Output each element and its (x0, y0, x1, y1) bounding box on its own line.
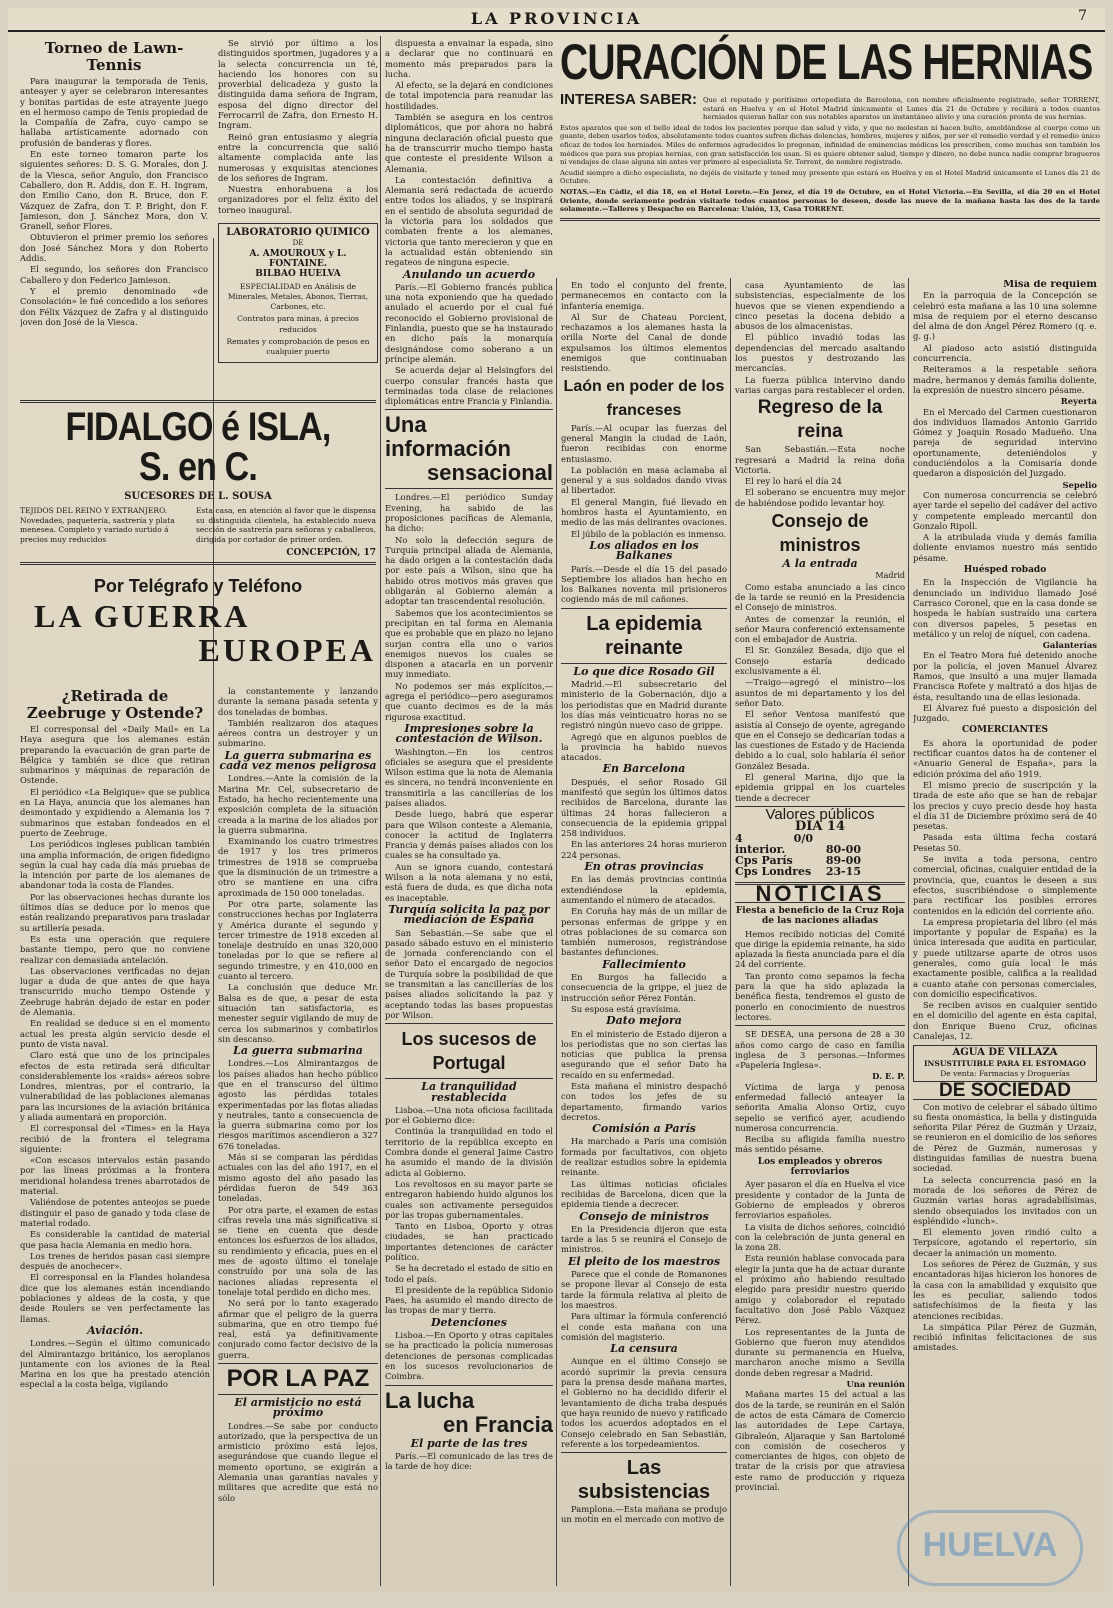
paragraph: San Sebastián.—Esta noche regresará a Madrid la reina doña Victoria. (735, 444, 905, 475)
headline: La epidemia reinante (586, 612, 702, 659)
paragraph: Aun se ignora cuando, contestará Wilson a la nota alemana y no está, está fuera de duda, es que dicha nota es inaceptable. (385, 861, 553, 903)
paragraph: Sabemos que los acontecimientos se precipitan en tal forma en Alemania que es probable que en plazo no lejano surjan contra ella uno o varios enemigos nuevos los cuales se disponen a atacarla en un porvenir muy inmediato. (385, 607, 553, 680)
paragraph: Esta mañana el ministro despachó con todos los jefes de su departamento, firmando varios decretos. (561, 1081, 727, 1122)
paragraph: Por las observaciones hechas durante los últimos días se deduce por lo menos que están realizando preparativos para trasladar su artillería pesada. (20, 891, 210, 933)
paragraph: SE DESEA, una persona de 28 a 30 años como cargo de caso en familia inglesa de 3 personas.—Informes «Papelería Inglesa». (735, 1029, 905, 1071)
valor-value: 80-00 (825, 842, 861, 856)
paragraph: Washington.—En los centros oficiales se asegura que el presidente Wilson estima que la nota de Alemania es sincera, no tendrá inconveniente en transmitirla a las cancillerías de los países aliados. (385, 746, 553, 808)
paragraph: El Álvarez fué puesto a disposición del Juzgado. (913, 702, 1097, 724)
paragraph: la constantemente y lanzando durante la semana pasada setenta y dos toneladas de bombas. (218, 686, 378, 717)
paragraph: Reiteramos a la respetable señora madre, hermanos y demás familia doliente, la expresión de nuestro sincero pésame. (913, 364, 1097, 395)
subheadline: COMERCIANTES (962, 725, 1048, 736)
lab-de: DE (292, 239, 304, 248)
paragraph: En el Mercado del Carmen cuestionaron dos individuos llamados Antonio Garrido Gómez y Joaquín Rosado Madueño. Una pareja de seguridad intervino oportunamente, deteniéndolos y conduciéndolos a la Comisaría donde quedaron a disposición del Juzgado. (913, 406, 1097, 479)
paragraph: París.—El comunicado de las tres de la tarde de hoy dice: (385, 1450, 553, 1472)
paragraph: La contestación definitiva a Alemania será redactada de acuerdo entre todos los aliados, y se inspirará en el sentido de absoluta seguridad de la victoria para los soldados que combaten frente a los alemanes, victoria que tanto merecieron y que en la actualidad están obteniendo sin regateos de ninguna especie. (385, 174, 553, 268)
headline: Valores públicos (765, 805, 875, 823)
paragraph: Aunque en el último Consejo se acordó suprimir la previa censura para la prensa desde mañana martes, el Gobierno no ha decidido diferir el levantamiento de dicha traba después que haya reunido de nuevo y ratificado todos los acuerdos adoptados en el Consejo celebrado en San Sebastián, referente a los torpedeamientos. (561, 1356, 727, 1449)
agua-advertisement (913, 1045, 1097, 1082)
subheadline: Dato mejora (606, 1014, 682, 1028)
paragraph: Los trenes de heridos pasan casi siempre después de anochecer». (20, 1250, 210, 1272)
paragraph: Ayer pasaron el día en Huelva el vice presidente y contador de la Junta de Gobierno de empleados y obreros ferroviarios españoles. (735, 1179, 905, 1221)
paragraph: El general Mangin, fué llevado en hombros hasta el Ayuntamiento, en medio de las más delirantes ovaciones. (561, 496, 727, 528)
fidalgo-left-text: TEJIDOS DEL REINO Y EXTRANJERO. Novedades, paquetería, sastrería y plata menesea. Completo y variado surtido á precios muy reducidos (20, 506, 175, 544)
newspaper-page (8, 8, 1105, 1592)
headline: NOTICIAS (755, 880, 885, 906)
paragraph: Mañana martes 15 del actual a las dos de la tarde, se reunirán en el Salón de actos de esta Cámara de Comercio las autoridades de Lepe Cartaya, Gibraleón, Aljaraque y San Bartolomé con comisión de cosecheros y comerciantes de higos, con objeto de tratar de la crisis por que atraviesa este ramo de producción y riqueza provincial. (735, 1389, 905, 1492)
paragraph: Por otra parte, el examen de estas cifras revela una más significativa si se tiene en cuenta que desde entonces los esfuerzos de los aliados, su rendimiento y eficacia, pues en el mes de agosto último el tonelaje construído por una sola de las naciones aliadas representa el tonelaje total perdido en dicho mes. (218, 1204, 378, 1297)
headline: Laón en poder de los franceses (563, 377, 725, 419)
lab-line: Remates y comprobación de pesos en cualquier puerto (226, 337, 370, 357)
paragraph: Se sirvió por último a los distinguidos sportmen, jugadores y a la selecta concurrencia un té, haciendo los honores con su proverbial delicadeza y gusto la distinguida dama señora de Ingram, esposa del digno director del Ferrocarril de Zafra, don Ernesto H. Ingram. (218, 38, 378, 131)
fidalgo-advertisement (20, 396, 376, 556)
subheadline: La tranquilidad restablecida (421, 1080, 517, 1104)
paragraph: Parece que el conde de Romanones se propone llevar al Consejo de esta tarde la fórmula relativa al pleito de los maestros. (561, 1269, 727, 1310)
subheadline: El pleito de los maestros (567, 1254, 721, 1268)
paragraph: Los señores de Pérez de Guzmán, y sus encantadoras hijas hicieron los honores de la casa con la amabilidad y exquisito que les es peculiar, saliendo todos satisfechísimos de la fiesta y las atenciones recibidas. (913, 1259, 1097, 1321)
paragraph: El señor Ventosa manifestó que asistía al Consejo de oyente, agregando que en el Consejo se dedicarían todas a las cuestiones de Estado y de Hacienda debido a lo cual, solo hablaría él señor González Besada. (735, 709, 905, 771)
valor-name: 4 0/0 interior. (735, 832, 813, 856)
paragraph: Es esta una operación que requiere bastante tiempo, pero que no conviene realizar con demasiada antelación. (20, 933, 210, 965)
subheadline: Aviación. (87, 1323, 143, 1337)
lab-advertisement (218, 223, 378, 363)
paragraph: No será por lo tanto exagerado afirmar que el peligro de la guerra submarina, que en otro tiempo fué real, está ya definitivamente conjurado como factor decisivo de la guerra. (218, 1298, 378, 1360)
paragraph: En realidad se deduce si en el momento actual les presta algún servicio desde el punto de vista naval. (20, 1018, 210, 1049)
dateline: Madrid (875, 571, 905, 581)
paragraph: La fuerza pública intervino dando varias cargas para restablecer el orden. (735, 374, 905, 395)
paragraph: París.—Desde el día 15 del pasado Septiembre los aliados han hecho en los Balkanes noventa mil prisioneros cogiendo más de mil cañones. (561, 563, 727, 605)
paragraph: Se invita a toda persona, centro comercial, oficinas, cualquier entidad de la provincia, que, cuantos le deseen a sus efectos, suscribiéndose o simplemente para rectificar los posibles errores contenidos en la edición del corriente año. (913, 854, 1097, 916)
paragraph: Madrid.—El subsecretario del ministerio de la Gobernación, dijo a los periodistas que en Madrid durante los días más veinticuatro horas no se registró ningún nuevo caso de grippe. (561, 679, 727, 731)
paragraph: Ha marchado a París una comisión formada por facultativos, con objeto de realizar estudios sobre la epidemia reinante. (561, 1136, 727, 1178)
subheadline: Impresiones sobre la contestación de Wilson. (395, 721, 543, 746)
paragraph: Los revoltosos en su mayor parte se entregaron habiendo huido algunos los cuales son activamente perseguidos por las tropas gubernamentales. (385, 1178, 553, 1220)
ad-text: Acudid siempre a dicho especialista, no dejéis de visitarle y tened muy presente que estará en Huelva y en el Hotel Madrid únicamente el Lunes día 21 de Octubre. (560, 168, 1100, 186)
column-rule (380, 36, 381, 1586)
paragraph: Su esposa está gravísima. (571, 1003, 682, 1014)
paragraph: Hemos recibido noticias del Comité que dirige la epidemia reinante, ha sido aplazada la fiesta anunciada para el día 24 del corriente. (735, 928, 905, 970)
subheadline: Galanterías (1042, 640, 1097, 651)
paragraph: Claro está que uno de los principales efectos de esta retirada será dificultar considerablemente los «raids» aéreos sobre Londres, mientras, por el contrario, la vulnerabilidad de las poblaciones alemanas para las incursiones de la aviación británica y aliada aumentará en proporción. (20, 1050, 210, 1122)
subheadline: Detenciones (430, 1315, 508, 1329)
lab-line: ESPECIALIDAD en Análisis de Minerales, Metales, Abonos, Tierras, Carbones, etc. (227, 281, 369, 312)
paragraph: Valiéndose de potentes anteojos se puede distinguir el paso de ganado y toda clase de material rodado. (20, 1197, 210, 1228)
subheadline: Sepelio (1062, 479, 1097, 490)
paragraph: El soberano se encuentra muy mejor de habiéndose podido levantar hoy. (735, 487, 905, 508)
valor-value: 89-00 (825, 854, 861, 868)
paragraph: El segundo, los señores don Francisco Caballero y don Federico Jamieson. (20, 264, 208, 285)
article-zeebruge (20, 686, 210, 1588)
column-5 (735, 280, 905, 1588)
paragraph: Se ha decretado el estado de sitio en todo el país. (385, 1263, 553, 1284)
paragraph: En la parroquia de la Concepción se celebró esta mañana a las 10 una solemne misa de requiem por el eterno descanso del alma de don Ángel Pérez Romero (q. e. g. g.) (913, 290, 1097, 342)
subheadline: Reyerta (1060, 396, 1097, 407)
paragraph: Antes de comenzar la reunión, el señor Maura conferenció extensamente con el embajador de Austria. (735, 613, 905, 645)
paragraph: Los representantes de la Junta de Gobierno que fueron muy atendidos durante su permanencia en Huelva, marcharon anoche mismo a Sevilla donde deben regresar a Madrid. (735, 1326, 905, 1378)
paragraph: El público invadió todas las dependencias del mercado asaltando los puestos y destrozando las mercancías. (735, 332, 905, 374)
hernias-advertisement (560, 34, 1100, 274)
subheadline: Misa de requiem (1003, 280, 1097, 290)
paragraph: Para inaugurar la temporada de Tenis, anteayer y ayer se celebraron interesantes y bonitas partidas de este atrayente juego en el hermoso campo de Tenis propiedad de la Compañía de Zafra, cuyo campo se hallaba artísticamente adornado con profusión de banderas y flores. (20, 76, 208, 148)
paragraph: Esta reunión hablase convocada para elegir la junta que ha de actuar durante el próximo año habiendo resultado elegido para presidir nuestro querido amigo y colaborador el reputado facultativo don José Pablo Vázquez Pérez. (735, 1253, 905, 1326)
paragraph: El júbilo de la población es inmenso. (571, 528, 727, 539)
headline: Los sucesos de Portugal (401, 1029, 537, 1074)
valor-value: 23-15 (825, 865, 861, 879)
paragraph: Desde luego, habrá que esperar para que Wilson conteste a Alemania, conocer la actitud de Inglaterra Francia y demás países aliados con los cuales se ha consultado ya. (385, 809, 553, 861)
paragraph: La población en masa aclamaba al general y a sus soldados dando vivas al libertador. (561, 464, 727, 496)
paragraph: Al efecto, se la dejará en condiciones de total impotencia para reanudar las hostilidades. (385, 80, 553, 111)
paragraph: Las observaciones verificadas no dejan lugar a duda de que antes de que haya transcurrido mucho tiempo Ostende y Zeebruge habrán dejado de estar en poder de Alemania. (20, 965, 210, 1018)
archive-stamp: HUELVA (897, 1510, 1083, 1586)
paragraph: Se reciben avisos en cualquier sentido en el domicilio del agente en ésta capital, don Enrique Bueno Cruz, oficinas Canalejas, 12. (913, 1000, 1097, 1042)
paragraph: El presidente de la república Sidonio Paes, ha asumido el mando directo de las tropas de mar y tierra. (385, 1284, 553, 1316)
paragraph: Londres.—Los Almirantazgos de los países aliados han hecho público que en el transcurso del último agosto las pérdidas totales experimentadas por las flotas aliadas y neutrales, tanto a consecuencia de la guerra submarina como por los riesgos marítimos ascendieron a 327 676 toneladas. (218, 1058, 378, 1151)
paragraph: Pamplona.—Esta mañana se produjo un motín en el mercado con motivo de (561, 1504, 727, 1525)
paragraph: Por otra parte, solamente las construcciones hechas por Inglaterra y América durante el segundo y tercer trimestre de 1918 exceden al tonelaje destruído en unas 320,000 toneladas por lo que se refiere al segundo trimestre, y en 410,000 en cuanto al tercero. (218, 898, 378, 982)
paragraph: El corresponsal del «Daily Mail» en La Haya asegura que los alemanes están preparando la evacuación de gran parte de Bélgica y también se dice que retiran submarinos y máquinas de reparación de Ostende. (20, 724, 210, 786)
paragraph: Es ahora la oportunidad de poder rectificar cuantos datos ha de contener el «Anuario General de España», para la edición próxima del año 1919. (913, 737, 1097, 779)
subheadline: Fiesta a beneficio de la Cruz Roja de las naciones aliadas (735, 905, 905, 927)
valores-day: DIA 14 (794, 819, 846, 835)
paragraph: San Sebastián.—Se sabe que el pasado sábado estuvo en el ministerio de jornada conferenciando con el señor Dato el encargado de negocios de Turquía sobre la posibilidad de que se transmitan a las cancillerías de los países aliados solicitando la paz y aceptando todas las bases propuestas por Wilson. (385, 927, 553, 1020)
paragraph: Lisboa.—En Oporto y otras capitales se ha practicado la policía numerosas detenciones de personas complicadas en los sucesos revolucionarios de Coimbra. (385, 1330, 553, 1382)
paragraph: —Traigo—agregó el ministro—los asuntos de mi departamento y los del señor Dato. (735, 677, 905, 708)
paragraph: Lisboa.—Una nota oficiosa facilitada por el Gobierno dice: (385, 1104, 553, 1126)
paragraph: El periódico «La Belgique» que se publica en La Haya, anuncia que los alemanes han desmontado y expidiendo a Alemania los 7 submarinos que estaban fondeados en el puerto de Zeebruge. (20, 786, 210, 838)
paragraph: En el Teatro Mora fué detenido anoche por la policía, el joven Manuel Álvarez Ramos, que insultó a una mujer llamada Francisca Rofete y maltrató a dos hijas de ésta, resultando una de ellas lesionada. (913, 650, 1097, 702)
subheadline: La censura (610, 1342, 678, 1356)
subheadline: Fallecimiento (602, 957, 686, 971)
paragraph: Al piadoso acto asistió distinguida concurrencia. (913, 342, 1097, 364)
paragraph: París.—Al ocupar las fuerzas del general Mangin la ciudad de Laón, fueron recibidas con enorme entusiasmo. (561, 422, 727, 464)
paragraph: Examinando los cuatro trimestres de 1917 y los tres primeros trimestres de 1918 se comprueba que la disminución de un trimestre a otro se mantiene en una cifra aproximada de 150 000 toneladas. (218, 836, 378, 898)
paragraph: Al Sur de Chateau Porcient, rechazamos a los alemanes hasta la orilla Norte del Canal de donde expulsamos los últimos elementos enemigos que continuaban resistiendo. (561, 311, 727, 374)
paragraph: Reciba su afligida familia nuestro más sentido pésame. (735, 1134, 905, 1155)
article-tennis-continued (218, 38, 378, 388)
subheadline: En otras provincias (584, 860, 704, 874)
column-rule (556, 278, 557, 1586)
paragraph: El corresponsal en la Flandes holandesa dice que los alemanes están incendiando poblaciones y aldeas de la costa, y que desde Roulers se ven perfectamente las llamas. (20, 1272, 210, 1324)
paragraph: En las anteriores 24 horas murieron 224 personas. (561, 839, 727, 860)
valor-name: Cps Londres (735, 865, 812, 879)
ad-interesa: INTERESA SABER: (560, 91, 697, 108)
lab-title: LABORATORIO QUIMICO (226, 227, 370, 239)
war-title-2: EUROPEA (198, 632, 376, 668)
subheadline: En Barcelona (602, 762, 686, 776)
paragraph: También realizaron dos ataques aéreos contra un destroyer y un submarino. (218, 717, 378, 749)
subheadline: El armisticio no está próximo (234, 1396, 362, 1420)
headline: en Francia (442, 1411, 553, 1437)
headline: DE SOCIEDAD (913, 1086, 1097, 1099)
agua-subtitle: INSUSTITUIBLE PARA EL ESTOMAGO (924, 1058, 1086, 1068)
article-submarine (218, 686, 378, 1588)
paragraph: La selecta concurrencia pasó en la morada de los señores de Pérez de Guzmán varias horas agradabilísimas, siendo obsequiados los invitados con un espléndido «lunch». (913, 1174, 1097, 1226)
paragraph: Tan pronto como sepamos la fecha para la que ha sido aplazada la benéfica fiesta, tendremos el gusto de ponerlo en conocimiento de nuestros lectores. (735, 970, 905, 1022)
headline: Regreso de la reina (757, 397, 883, 443)
headline: La lucha (385, 1387, 475, 1413)
paragraph: El rey lo hará el día 24 (745, 476, 842, 487)
paragraph: En Burgos ha fallecido a consecuencia de la grippe, el juez de instrucción señor Pérez Fontán. (561, 972, 727, 1003)
paragraph: La conclusión que deduce Mr. Balsa es de que, a pesar de esta situación tan satisfactoria, es menester seguir vigilando de muy de cerca los submarinos y combatirlos sin descanso. (218, 982, 378, 1044)
subheadline: Huésped robado (963, 565, 1047, 576)
lab-names: A. AMOUROUX y L. FONTAINE. (249, 248, 347, 269)
war-header (20, 574, 376, 667)
headline: POR LA PAZ (226, 1365, 370, 1392)
headline: Consejo de ministros (771, 511, 869, 556)
agua-title: AGUA DE VILLAZA (952, 1047, 1058, 1059)
paragraph: No solo la defección segura de Turquía principal aliada de Alemania, ha dado origen a la contestación dada por este país a Wilson, sino que ha habido otros motivos más graves que obligarán al Gobierno alemán a adoptar tan trascendental resolución. (385, 534, 553, 607)
subheadline: Anulando un acuerdo (402, 267, 536, 281)
telegraph-title: Por Telégrafo y Teléfono (93, 576, 303, 596)
paragraph: Londres.—El periódico Sunday Evening, ha sabido de las proposiciones pacíficas de Alemania, ha dicho: (385, 492, 553, 534)
valor-name: Cps París (735, 854, 793, 868)
subheadline: Lo que dice Rosado Gil (573, 664, 715, 678)
paragraph: Agregó que en algunos pueblos de la provincia ha habido nuevos atacados. (561, 731, 727, 763)
column-rule (908, 278, 909, 1586)
paragraph: Después, el señor Rosado Gil manifestó que según los últimos datos recibidos de Barcelona, durante las últimas 24 horas fallecieron a consecuencia de la epidemia grippal 258 individuos. (561, 776, 727, 839)
paragraph: Es considerable la cantidad de material que pasa hacia Alemania en medio hora. (20, 1229, 210, 1250)
subheadline: La guerra submarina (233, 1044, 363, 1058)
headline: Torneo de Lawn-Tennis (44, 39, 184, 74)
ad-text: Que el reputado y peritísimo ortopedista de Barcelona, con nombre oficialmente registrado, señor TORRENT, estará en Huelva y en el Hotel Madrid únicamente el Lunes día 21 de Octubre y recibirá a todos cuantos herniados quieran hallar con sus notables aparatos un instantáneo alivio y una curación pronta de sus hernias. (702, 96, 1100, 122)
paragraph: En la Inspección de Vigilancia ha denunciado un individuo llamado José Carrasco Coronel, que en la casa donde se hospeda le habían sustraído una cartera con diversos papeles, 5 pesetas en metálico y un reloj de níquel, con cadena. (913, 577, 1097, 639)
paragraph: Los periódicos ingleses publican también una amplia información, de origen fidedigno según la cual hay cada día más pruebas de la intención por parte de los alemanes de abandonar toda la costa de Flandes. (20, 839, 210, 891)
column-6 (913, 280, 1097, 1588)
subheadline: Los aliados en los Balkanes (589, 538, 699, 563)
paragraph: En todo el conjunto del frente, permanecemos en contacto con la infantería enemiga. (561, 280, 727, 311)
subheadline: D. E. P. (872, 1071, 905, 1082)
paragraph: Víctima de larga y penosa enfermedad falleció anteayer la señorita Amalia Alonso Ortiz, cuyo sepelio se verificó ayer, acudiendo numerosa concurrencia. (735, 1081, 905, 1133)
paragraph: Obtuvieron el primer premio los señores don José Sánchez Mora y don Roberto Addis. (20, 232, 208, 264)
paragraph: Más si se comparan las pérdidas actuales con las del año 1917, en el mismo agosto del año pasado las pérdidas fueron de 549 363 toneladas. (218, 1152, 378, 1204)
valores-table (735, 834, 905, 877)
newspaper-title: LA PROVINCIA (470, 9, 643, 28)
subheadline: A la entrada (782, 557, 858, 571)
lab-line: Contratos para minas, á precios reducidos (237, 314, 359, 334)
paragraph: dispuesta a envainar la espada, sino a declarar que no continuará en momento más preparados para la lucha. (385, 38, 553, 79)
headline: Las subsistencias (577, 1457, 711, 1504)
paragraph: La empresa propietaria del libro (el más importante y popular de España) es la única interesada que audita en particular, y puede utilizarse aparte de otros usos generales, como guía local le más exactamente posible, califica a la realidad a cuanto atañe con personas comerciales, con domicilio especificativos. (913, 916, 1097, 999)
subheadline: Turquía solicita la paz por mediación de España (388, 902, 550, 927)
ad-text: NOTAS.—En Cádiz, el día 18, en el Hotel Loreto.—En Jerez, el día 19 de Octubre, en el Hotel Victoria.—En Sevilla, el día 20 en el Hotel Oriente, donde seriamente podrán visitarle todos cuantos personas lo deseen, desde las nueve de la mañana hasta las dos de la tarde solamente.—Talleres y Despacho en Barcelona: Unión, 13, Casa TORRENT. (560, 187, 1100, 214)
headline: Una información (385, 412, 511, 462)
valor-row (735, 834, 905, 855)
paragraph: Como estaba anunciado a las cinco de la tarde se reunió en la Presidencia el Consejo de ministros. (735, 581, 905, 613)
paragraph: En el ministerio de Estado dijeron a los periodistas que no son ciertas las noticias que publica la prensa asegurando que el señor Dato ha recaído en su enfermedad. (561, 1028, 727, 1080)
page-mark: 7 (1078, 8, 1087, 24)
subheadline: Consejo de ministros (579, 1209, 709, 1223)
paragraph: La simpática Pilar Pérez de Guzmán, recibió infinitas felicitaciones de sus amistades. (913, 1321, 1097, 1353)
paragraph: Reinó gran entusiasmo y alegría entre la concurrencia que salió altamente complacida ante las numerosas y exquisitas atenciones de los señores de Ingram. (218, 131, 378, 183)
headline: ¿Retirada de Zeebruge y Ostende? (26, 687, 204, 722)
article-tennis (20, 38, 208, 380)
paragraph: El mismo precio de suscripción y la tirada de este año que se han de rebajar los precios y cuyo precio desde hoy hasta el día 31 de Diciembre próximo será de 40 pesetas. (913, 779, 1097, 832)
paragraph: Las últimas noticias oficiales recibidas de Barcelona, dicen que la epidemia tiende a decrecer. (561, 1178, 727, 1210)
paragraph: El Sr. González Besada, dijo que el Consejo estaría dedicado exclusivamente a él. (735, 645, 905, 677)
ad-text: Estos aparatos que son el bello ideal de todos los pacientes porque dan salud y vida, y que no molestan ni hacen bulto, amoldándose al cuerpo como un guante, deben usarlos todos, absolutamente todos cuantos sufren dichas dolencias, hombres, mujeres y niños, por ser el remedio verdad y el remedio único eficaz de todos los herniados. Miles de enfermos agradecidos lo pregonan, infinidad de eminencias médicas los prescriben, como muchas son también los médicos que para sus propias hernias, con gran satisfacción los usan. Si es quiere obtener salud, tiempo y dinero, no debe nunca nadie comprar bragueros ni vendajes de clase alguna sin antes ver primero al especialista Sr. Torrent, de nombre registrado. (560, 123, 1100, 167)
paragraph: Se acuerda dejar al Helsingfors del cuerpo consular francés hasta que terminadas toda clase de relaciones diplomáticas entre Francia y Finlandia. (385, 365, 553, 407)
paragraph: Londres.—Según el último comunicado del Almirantazgo británico, los aeroplanos juntamente con los aviones de la Real Marina en los que ha prestado atención especial a la costa belga, vigilando (20, 1338, 210, 1390)
column-4 (561, 280, 727, 1588)
war-title-1: LA GUERRA (34, 598, 251, 634)
fidalgo-address: CONCEPCIÓN, 17 (286, 548, 376, 558)
ad-banner: CURACIÓN DE LAS HERNIAS (560, 34, 1093, 90)
paragraph: En Coruña hay más de un millar de personas enfermas de grippe y en otras poblaciones de su comarca son también numerosos, registrándose bastantes defunciones. (561, 906, 727, 958)
paragraph: A la atribulada viuda y demás familia doliente enviamos nuestro más sentido pésame. (913, 532, 1097, 563)
paragraph: La visita de dichos señores, coincidió con la celebración de junta general en la zona 28. (735, 1221, 905, 1253)
lab-cities: BILBAO HUELVA (255, 269, 341, 280)
fidalgo-title: FIDALGO é ISLA, S. en C. (65, 405, 331, 489)
paragraph: «Con escasos intervalos están pasando por las líneas próximas a la frontera meridional holandesa trenes abarrotados de material. (20, 1155, 210, 1197)
paragraph: Londres.—Se sabe por conducto autorizado, que la perspectiva de un armisticio próximo está lejos, asegurándose que cuando llegue el momento oportuno, se exigirán a Alemania unas garantías navales y militares que acredite que está no sólo (218, 1420, 378, 1503)
paragraph: Londres.—Ante la comisión de la Marina Mr. Cel, subsecretario de Estado, ha hecho recientemente una exposición completa de la situación creada a la marina de los aliados por la guerra submarina. (218, 773, 378, 835)
paragraph: También se asegura en los centros diplomáticos, que por ahora no habrá ninguna declaración oficial puesto que ha de transcurrir mucho tiempo hasta que conteste el presidente Wilson a Alemania. (385, 112, 553, 174)
paragraph: En la Presidencia dijeron que esta tarde a las 5 se reunirá el Consejo de ministros. (561, 1223, 727, 1255)
paragraph: París.—El Gobierno francés publica una nota exponiendo que ha quedado anulado el acuerdo por el cual fué reconocido el Gobierno provisional de Finlandia, puesto que se ha instaurado en dicho país la monarquía designándose como soberano a un príncipe alemán. (385, 281, 553, 364)
paragraph: El elemento joven rindió culto a Terpsícore, agotando el repertorio, sin decaer la animación un momento. (913, 1227, 1097, 1258)
subheadline: Comisión a París (592, 1122, 696, 1136)
paragraph: No podemos ser más explícitos,—agrega el periódico—pero aseguramos que cuanto decimos es de la más rigurosa exactitud. (385, 680, 553, 722)
fidalgo-right-text: Esta casa, en atención al favor que le dispensa su distinguida clientela, ha establecido nueva sección de sastrería para señoras y caballeros, dirigida por cortador de primer orden. (196, 506, 376, 544)
paragraph: Con motivo de celebrar el sábado último su fiesta onomástica, la bella y distinguida señorita Pilar Pérez de Guzmán y Urzaiz, se reunieron en el domicilio de los señores de Pérez de Guzmán, numerosas y distinguidas familias de nuestra buena sociedad. (913, 1101, 1097, 1174)
paragraph: Para ultimar la fórmula conferenció el conde esta mañana con una comisión del magisterio. (561, 1311, 727, 1342)
paragraph: Tanto en Lisboa, Oporto y otras ciudades, se han practicado importantes detenciones de carácter político. (385, 1221, 553, 1262)
paragraph: El corresponsal del «Times» en la Haya recibió de la frontera el telegrama siguiente: (20, 1123, 210, 1154)
subheadline: La guerra submarina es cada vez menos peligrosa (219, 748, 377, 773)
subheadline: El parte de las tres (410, 1436, 528, 1450)
column-3 (385, 38, 553, 1588)
subheadline: Una reunión (846, 1379, 905, 1390)
paragraph: El general Marina, dijo que la epidemia grippal en los cuarteles tiende a decrecer (735, 771, 905, 803)
paragraph: casa Ayuntamiento de las subsistencias, especialmente de los huevos que se vienen expendiendo a cinco pesetas la docena debido a abusos de los almacenistas. (735, 280, 905, 332)
agua-venta: De venta: Farmacias y Droguerías (940, 1068, 1070, 1078)
subheadline: Los empleados y obreros ferroviarios (757, 1156, 883, 1178)
paragraph: En este torneo tomaron parte los siguientes señores: D. S. G. Morales, don J. de la Viesca, señor Angulo, don Francisco Caballero, don R. Addis, don E. H. Ingram, don Emilio Cano, don R. Bruce, don F. Vázquez de Zafra, don T. P. Bright, don F. Jamieson, don J. Sánchez Mora, don V. Granell, señor Flores. (20, 149, 208, 232)
paragraph: Continúa la tranquilidad en todo el territorio de la república excepto en Combra donde el general Jaime Castro ha asumido el mando de la división adicta al Gobierno. (385, 1126, 553, 1178)
headline: sensacional (427, 460, 553, 486)
paragraph: En las demás provincias continúa extendiéndose la epidemia, aumentando el número de atacados. (561, 874, 727, 905)
masthead (8, 8, 1105, 32)
paragraph: Nuestra enhorabuena a los organizadores por el feliz éxito del torneo inaugural. (218, 184, 378, 215)
paragraph: Con numerosa concurrencia se celebró ayer tarde el sepelio del cadáver del activo y competente empleado mercantil don Gonzalo Ripoll. (913, 489, 1097, 531)
paragraph: Y el premio denominado «de Consolación» le fué concedido a los señores don Félix Vázquez de Zafra y al distinguido joven don José de la Viesca. (20, 285, 208, 327)
fidalgo-subtitle: SUCESORES DE L. SOUSA (124, 491, 272, 502)
valor-row (735, 867, 905, 877)
paragraph: Pasada esta última fecha costará Pesetas 50. (913, 832, 1097, 853)
column-rule (730, 278, 731, 1586)
